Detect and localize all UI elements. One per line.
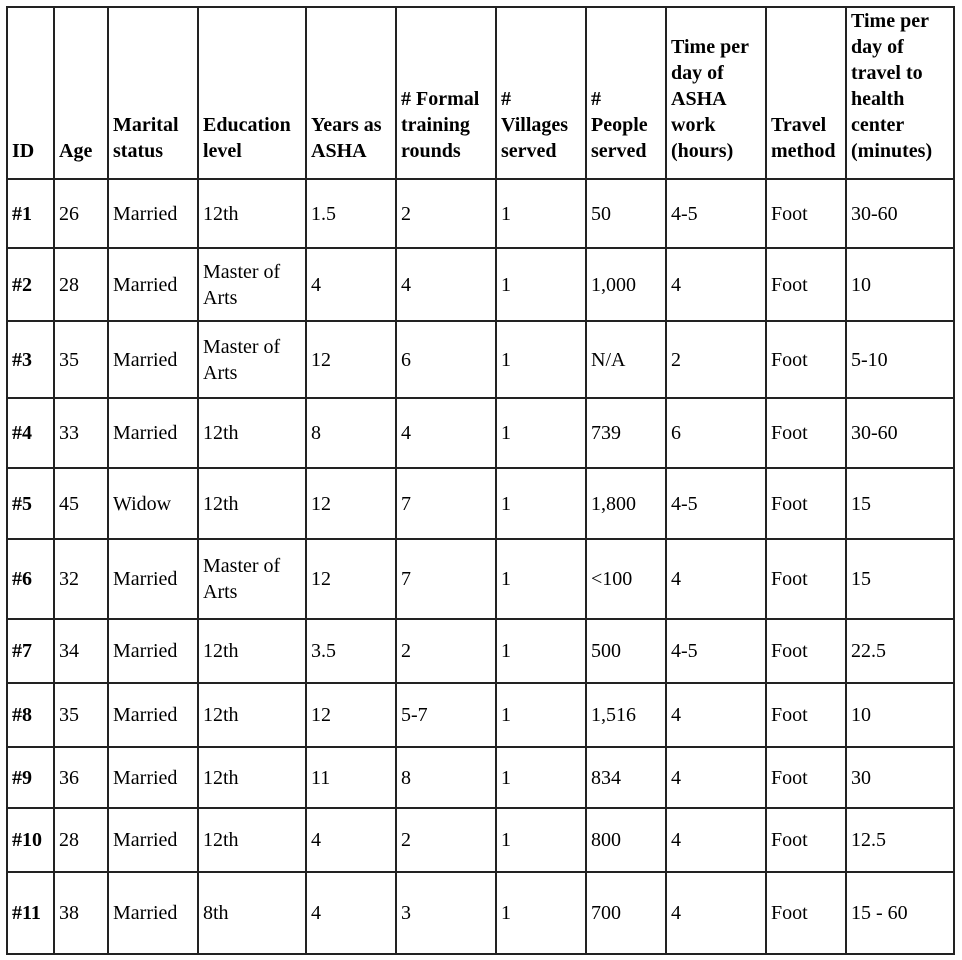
cell-formal-training-rounds: 3 (396, 872, 496, 954)
cell-education-level: 12th (198, 683, 306, 747)
cell-villages-served: 1 (496, 539, 586, 619)
table-row (7, 808, 954, 872)
cell-villages-served: 1 (496, 619, 586, 683)
cell-villages-served: 1 (496, 872, 586, 954)
cell-formal-training-rounds: 7 (396, 539, 496, 619)
cell-marital-status: Married (108, 248, 198, 321)
cell-years-as-asha: 4 (306, 808, 396, 872)
cell-education-level: 12th (198, 398, 306, 468)
header-id: ID (7, 7, 54, 179)
table-row (7, 468, 954, 539)
cell-villages-served: 1 (496, 747, 586, 808)
cell-hours-per-day: 4 (666, 683, 766, 747)
cell-marital-status: Widow (108, 468, 198, 539)
cell-id: #3 (7, 321, 54, 398)
cell-age: 32 (54, 539, 108, 619)
header-years-as-asha: Years as ASHA (306, 7, 396, 179)
cell-hours-per-day: 4 (666, 248, 766, 321)
table-row (7, 398, 954, 468)
header-villages-served: # Villages served (496, 7, 586, 179)
cell-age: 28 (54, 808, 108, 872)
table-row (7, 248, 954, 321)
cell-hours-per-day: 4-5 (666, 619, 766, 683)
cell-people-served: 739 (586, 398, 666, 468)
cell-people-served: 1,800 (586, 468, 666, 539)
cell-id: #5 (7, 468, 54, 539)
cell-travel-method: Foot (766, 539, 846, 619)
header-travel-method: Travel method (766, 7, 846, 179)
table-row (7, 179, 954, 248)
cell-villages-served: 1 (496, 808, 586, 872)
cell-travel-minutes: 10 (846, 683, 954, 747)
cell-age: 33 (54, 398, 108, 468)
cell-travel-method: Foot (766, 321, 846, 398)
cell-age: 35 (54, 683, 108, 747)
header-education-level: Education level (198, 7, 306, 179)
cell-education-level: Master of Arts (198, 539, 306, 619)
cell-travel-method: Foot (766, 468, 846, 539)
cell-education-level: 12th (198, 619, 306, 683)
cell-hours-per-day: 2 (666, 321, 766, 398)
table-row (7, 539, 954, 619)
cell-travel-method: Foot (766, 683, 846, 747)
cell-villages-served: 1 (496, 398, 586, 468)
cell-people-served: 1,000 (586, 248, 666, 321)
cell-travel-method: Foot (766, 398, 846, 468)
cell-marital-status: Married (108, 619, 198, 683)
cell-education-level: 12th (198, 747, 306, 808)
cell-years-as-asha: 12 (306, 539, 396, 619)
cell-hours-per-day: 6 (666, 398, 766, 468)
cell-age: 26 (54, 179, 108, 248)
header-row (7, 7, 954, 179)
table-row (7, 321, 954, 398)
cell-people-served: <100 (586, 539, 666, 619)
cell-age: 35 (54, 321, 108, 398)
cell-villages-served: 1 (496, 683, 586, 747)
cell-formal-training-rounds: 2 (396, 808, 496, 872)
cell-education-level: Master of Arts (198, 321, 306, 398)
cell-years-as-asha: 4 (306, 248, 396, 321)
cell-age: 28 (54, 248, 108, 321)
cell-education-level: 8th (198, 872, 306, 954)
cell-education-level: Master of Arts (198, 248, 306, 321)
cell-people-served: 800 (586, 808, 666, 872)
cell-age: 45 (54, 468, 108, 539)
cell-travel-minutes: 30-60 (846, 398, 954, 468)
cell-age: 34 (54, 619, 108, 683)
cell-villages-served: 1 (496, 179, 586, 248)
cell-years-as-asha: 3.5 (306, 619, 396, 683)
table-row (7, 683, 954, 747)
header-people-served: # People served (586, 7, 666, 179)
asha-data-table (6, 6, 955, 955)
cell-marital-status: Married (108, 398, 198, 468)
cell-marital-status: Married (108, 539, 198, 619)
cell-education-level: 12th (198, 179, 306, 248)
cell-marital-status: Married (108, 179, 198, 248)
cell-formal-training-rounds: 5-7 (396, 683, 496, 747)
table-row (7, 747, 954, 808)
cell-travel-minutes: 30-60 (846, 179, 954, 248)
cell-travel-minutes: 15 - 60 (846, 872, 954, 954)
cell-formal-training-rounds: 7 (396, 468, 496, 539)
cell-travel-minutes: 30 (846, 747, 954, 808)
cell-marital-status: Married (108, 683, 198, 747)
cell-formal-training-rounds: 2 (396, 179, 496, 248)
cell-people-served: 834 (586, 747, 666, 808)
cell-travel-minutes: 22.5 (846, 619, 954, 683)
cell-travel-method: Foot (766, 747, 846, 808)
cell-people-served: 50 (586, 179, 666, 248)
cell-years-as-asha: 11 (306, 747, 396, 808)
cell-travel-method: Foot (766, 808, 846, 872)
cell-formal-training-rounds: 2 (396, 619, 496, 683)
cell-people-served: N/A (586, 321, 666, 398)
cell-hours-per-day: 4 (666, 808, 766, 872)
cell-hours-per-day: 4 (666, 872, 766, 954)
cell-travel-method: Foot (766, 619, 846, 683)
cell-people-served: 700 (586, 872, 666, 954)
cell-id: #9 (7, 747, 54, 808)
table-row (7, 619, 954, 683)
cell-years-as-asha: 1.5 (306, 179, 396, 248)
cell-id: #7 (7, 619, 54, 683)
cell-marital-status: Married (108, 872, 198, 954)
cell-years-as-asha: 12 (306, 683, 396, 747)
cell-hours-per-day: 4 (666, 747, 766, 808)
cell-villages-served: 1 (496, 468, 586, 539)
cell-people-served: 500 (586, 619, 666, 683)
cell-education-level: 12th (198, 808, 306, 872)
cell-years-as-asha: 12 (306, 321, 396, 398)
cell-marital-status: Married (108, 747, 198, 808)
cell-hours-per-day: 4-5 (666, 468, 766, 539)
cell-travel-method: Foot (766, 872, 846, 954)
cell-id: #10 (7, 808, 54, 872)
header-age: Age (54, 7, 108, 179)
cell-travel-minutes: 10 (846, 248, 954, 321)
cell-years-as-asha: 12 (306, 468, 396, 539)
cell-age: 36 (54, 747, 108, 808)
cell-people-served: 1,516 (586, 683, 666, 747)
cell-marital-status: Married (108, 321, 198, 398)
header-travel-minutes: Time per day of travel to health center (minutes) (846, 7, 954, 179)
cell-hours-per-day: 4 (666, 539, 766, 619)
cell-formal-training-rounds: 4 (396, 248, 496, 321)
cell-id: #8 (7, 683, 54, 747)
cell-years-as-asha: 4 (306, 872, 396, 954)
cell-travel-method: Foot (766, 179, 846, 248)
cell-id: #1 (7, 179, 54, 248)
cell-hours-per-day: 4-5 (666, 179, 766, 248)
cell-travel-method: Foot (766, 248, 846, 321)
cell-travel-minutes: 12.5 (846, 808, 954, 872)
cell-travel-minutes: 15 (846, 468, 954, 539)
cell-marital-status: Married (108, 808, 198, 872)
cell-id: #4 (7, 398, 54, 468)
header-marital-status: Marital status (108, 7, 198, 179)
cell-age: 38 (54, 872, 108, 954)
cell-formal-training-rounds: 6 (396, 321, 496, 398)
cell-travel-minutes: 15 (846, 539, 954, 619)
cell-formal-training-rounds: 8 (396, 747, 496, 808)
table-row (7, 872, 954, 954)
cell-villages-served: 1 (496, 321, 586, 398)
cell-id: #11 (7, 872, 54, 954)
cell-formal-training-rounds: 4 (396, 398, 496, 468)
cell-education-level: 12th (198, 468, 306, 539)
header-hours-per-day: Time per day of ASHA work (hours) (666, 7, 766, 179)
cell-years-as-asha: 8 (306, 398, 396, 468)
cell-villages-served: 1 (496, 248, 586, 321)
header-formal-training-rounds: # Formal training rounds (396, 7, 496, 179)
cell-travel-minutes: 5-10 (846, 321, 954, 398)
cell-id: #6 (7, 539, 54, 619)
cell-id: #2 (7, 248, 54, 321)
